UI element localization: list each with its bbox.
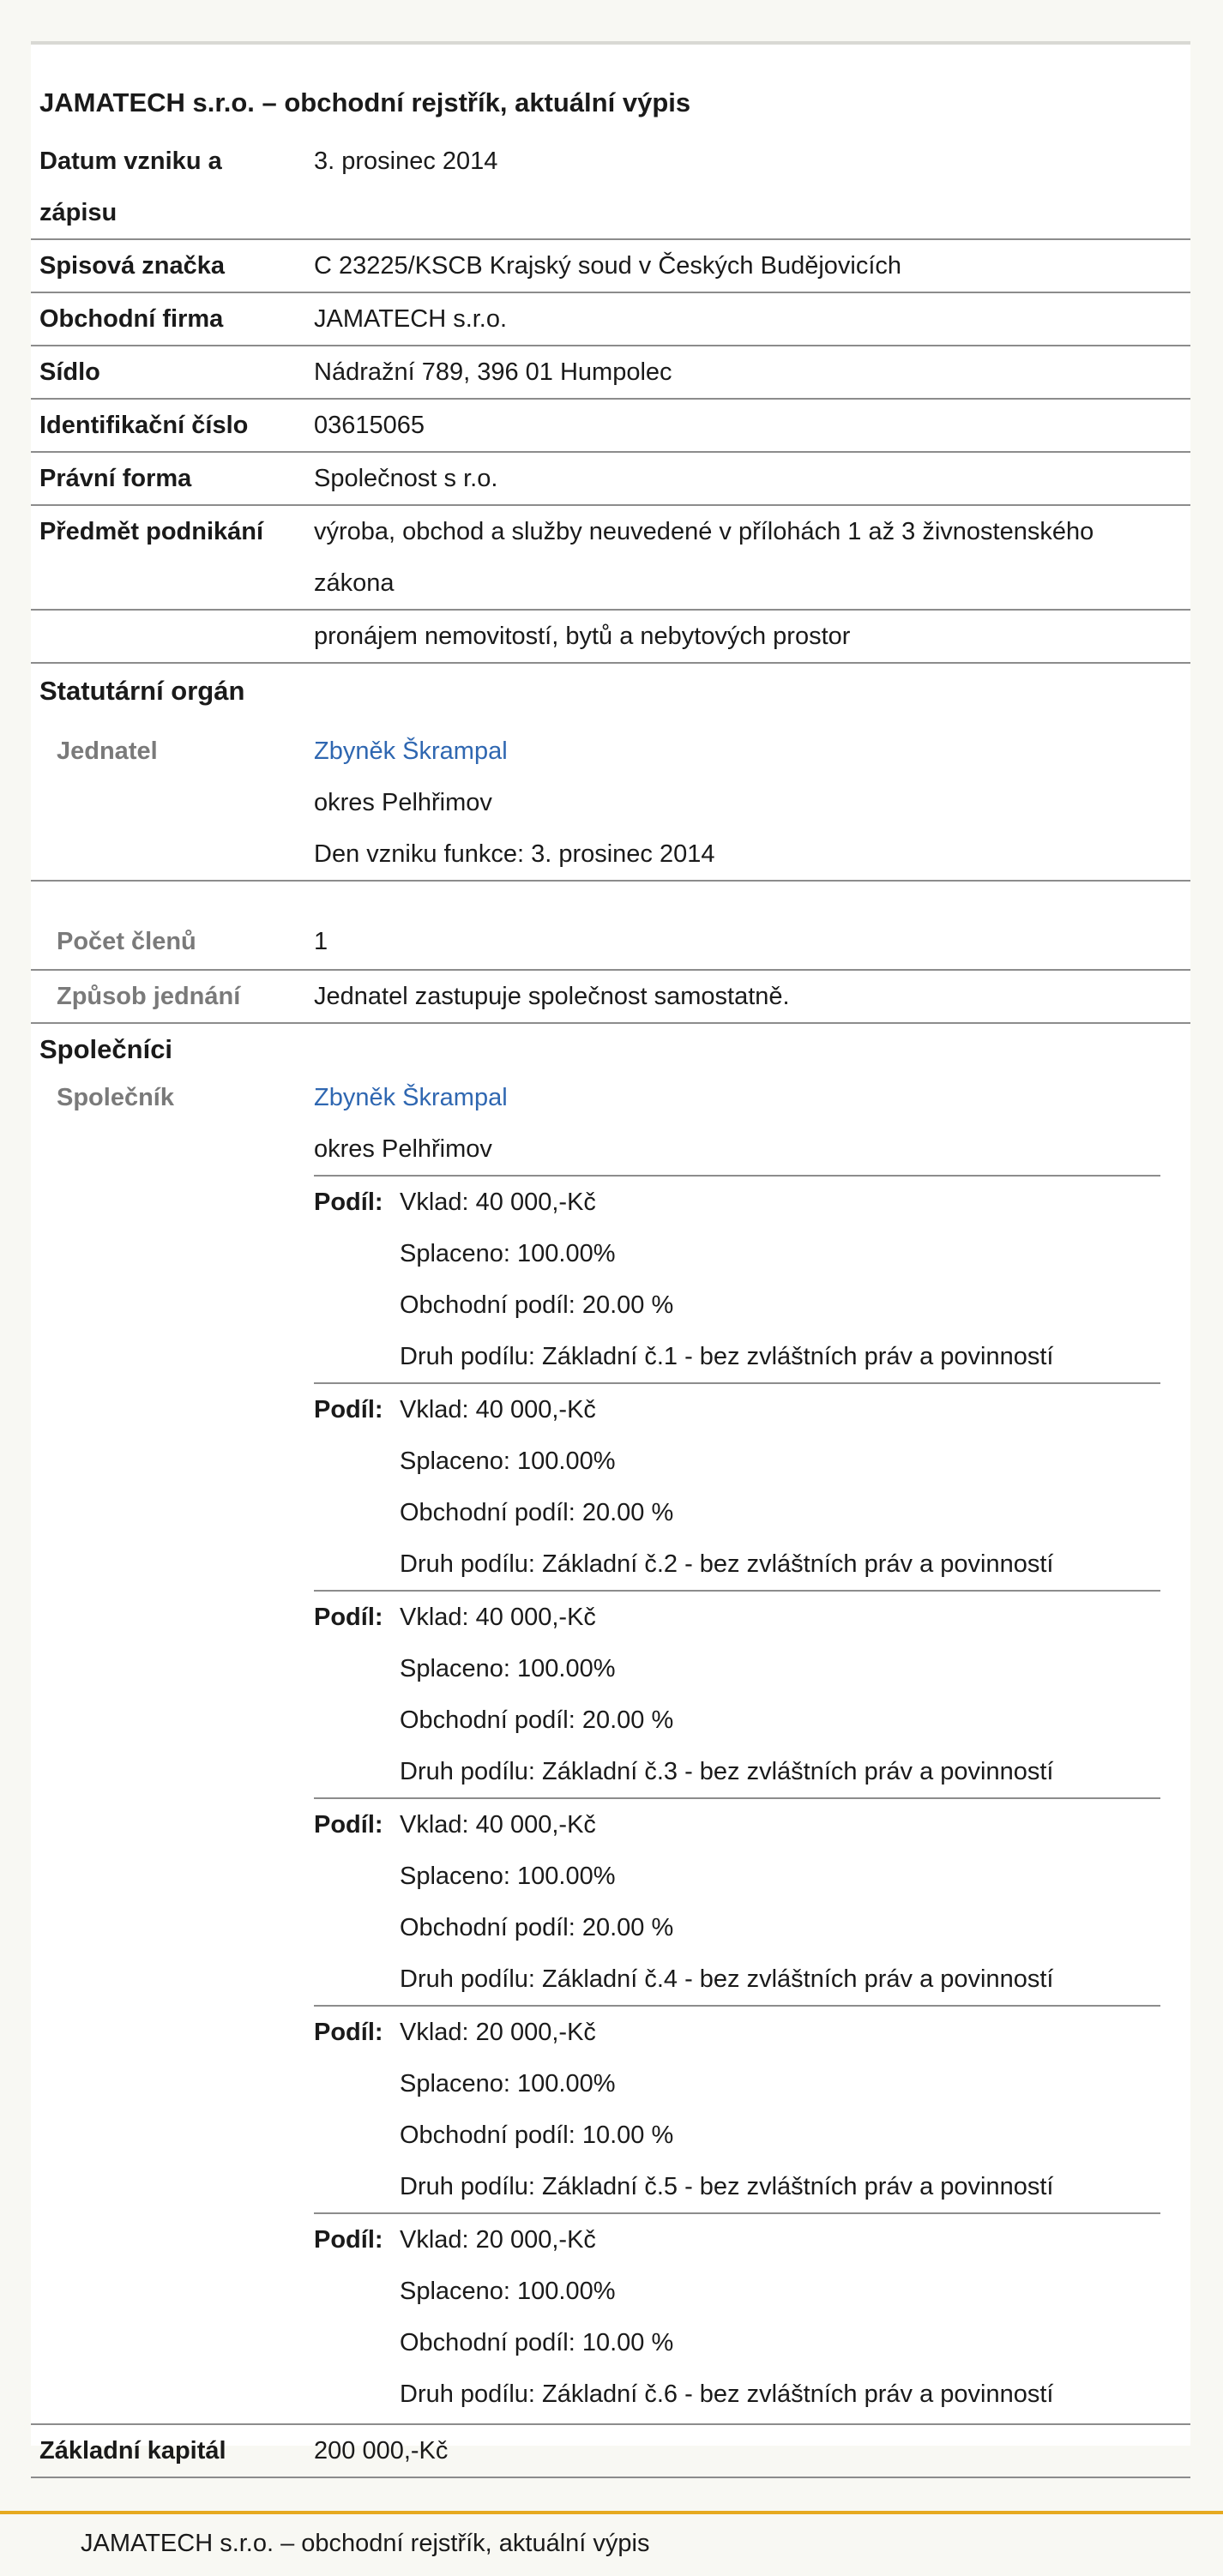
podil-obchodni: Obchodní podíl: 20.00 % — [400, 1706, 674, 1734]
row-sidlo — [31, 346, 1190, 400]
value-predmet-1b: zákona — [314, 569, 395, 597]
label-obchodni-firma: Obchodní firma — [39, 305, 224, 333]
section-spolecnici: Společníci — [39, 1034, 173, 1064]
podil-druh: Druh podílu: Základní č.6 - bez zvláštních práv a povinností — [400, 2380, 1054, 2408]
section-statutarni-organ: Statutární orgán — [39, 676, 245, 706]
value-zpusob-jednani: Jednatel zastupuje společnost samostatně. — [314, 983, 790, 1010]
value-obchodni-firma: JAMATECH s.r.o. — [314, 305, 508, 333]
value-spisova-znacka: C 23225/KSCB Krajský soud v Českých Budějovicích — [314, 252, 902, 280]
podil-label: Podíl: — [314, 1189, 383, 1216]
row-identifikacni-cislo — [31, 400, 1190, 453]
label-zpusob-jednani: Způsob jednání — [57, 983, 241, 1010]
jednatel-name-link[interactable]: Zbyněk Škrampal — [314, 737, 508, 765]
page-title: JAMATECH s.r.o. – obchodní rejstřík, aktuální výpis — [39, 87, 691, 117]
podil-druh: Druh podílu: Základní č.4 - bez zvláštních práv a povinností — [400, 1965, 1054, 1993]
podil-druh: Druh podílu: Základní č.1 - bez zvláštních práv a povinností — [400, 1343, 1054, 1370]
podil-obchodni: Obchodní podíl: 10.00 % — [400, 2122, 674, 2149]
podil-label: Podíl: — [314, 2226, 383, 2254]
row-pocet-clenu — [31, 916, 1190, 971]
podil-splaceno: Splaceno: 100.00% — [400, 2278, 616, 2305]
podil-splaceno: Splaceno: 100.00% — [400, 1447, 616, 1475]
podil-splaceno: Splaceno: 100.00% — [400, 1240, 616, 1267]
label-sidlo: Sídlo — [39, 358, 100, 386]
podil-label: Podíl: — [314, 1604, 383, 1631]
row-spolecnik — [31, 1072, 1190, 2466]
footer — [0, 2511, 1223, 2576]
row-spisova-znacka — [31, 240, 1190, 293]
podil-druh: Druh podílu: Základní č.3 - bez zvláštních práv a povinností — [400, 1758, 1054, 1785]
row-zpusob-jednani — [31, 971, 1190, 1024]
podil-obchodni: Obchodní podíl: 20.00 % — [400, 1291, 674, 1319]
podil-label: Podíl: — [314, 2019, 383, 2046]
podil-3 — [314, 1590, 1160, 1797]
value-predmet-2: pronájem nemovitostí, bytů a nebytových prostor — [314, 623, 851, 650]
podil-obchodni: Obchodní podíl: 20.00 % — [400, 1914, 674, 1941]
value-datum-vzniku: 3. prosinec 2014 — [314, 147, 498, 175]
row-predmet-podnikani-2 — [31, 611, 1190, 664]
value-predmet-1a: výroba, obchod a služby neuvedené v přílohách 1 až 3 živnostenského — [314, 518, 1094, 545]
podil-obchodni: Obchodní podíl: 20.00 % — [400, 1499, 674, 1526]
label-jednatel: Jednatel — [57, 737, 158, 765]
value-zakladni-kapital: 200 000,-Kč — [314, 2437, 449, 2465]
podil-vklad: Vklad: 40 000,-Kč — [400, 1189, 596, 1216]
register-extract-card — [31, 41, 1190, 2465]
podil-splaceno: Splaceno: 100.00% — [400, 1863, 616, 1890]
label-pocet-clenu: Počet členů — [57, 928, 196, 955]
podil-splaceno: Splaceno: 100.00% — [400, 2070, 616, 2098]
podil-5 — [314, 2005, 1160, 2212]
spolecnik-okres: okres Pelhřimov — [314, 1135, 492, 1163]
podil-label: Podíl: — [314, 1396, 383, 1423]
podil-vklad: Vklad: 40 000,-Kč — [400, 1604, 596, 1631]
jednatel-okres: okres Pelhřimov — [314, 789, 492, 816]
row-obchodni-firma — [31, 293, 1190, 346]
podil-splaceno: Splaceno: 100.00% — [400, 1655, 616, 1682]
podil-druh: Druh podílu: Základní č.2 - bez zvláštních práv a povinností — [400, 1550, 1054, 1578]
label-datum-vzniku-2: zápisu — [39, 199, 117, 226]
footer-title: JAMATECH s.r.o. – obchodní rejstřík, aktuální výpis — [81, 2530, 650, 2557]
podil-6 — [314, 2212, 1160, 2420]
podil-vklad: Vklad: 20 000,-Kč — [400, 2226, 596, 2254]
row-datum-vzniku — [31, 135, 1190, 240]
podil-vklad: Vklad: 40 000,-Kč — [400, 1396, 596, 1423]
row-zakladni-kapital — [31, 2423, 1190, 2478]
podil-2 — [314, 1382, 1160, 1590]
podil-label: Podíl: — [314, 1811, 383, 1839]
label-pravni-forma: Právní forma — [39, 465, 192, 492]
row-jednatel — [31, 725, 1190, 882]
label-spisova-znacka: Spisová značka — [39, 252, 225, 280]
row-pravni-forma — [31, 453, 1190, 506]
value-pravni-forma: Společnost s r.o. — [314, 465, 498, 492]
value-sidlo: Nádražní 789, 396 01 Humpolec — [314, 358, 672, 386]
value-pocet-clenu: 1 — [314, 928, 328, 955]
podil-obchodni: Obchodní podíl: 10.00 % — [400, 2329, 674, 2356]
podil-4 — [314, 1797, 1160, 2005]
label-zakladni-kapital: Základní kapitál — [39, 2437, 226, 2465]
jednatel-den-vzniku: Den vzniku funkce: 3. prosinec 2014 — [314, 840, 715, 868]
spolecnik-name-link[interactable]: Zbyněk Škrampal — [314, 1084, 508, 1111]
label-spolecnik: Společník — [57, 1084, 174, 1111]
row-predmet-podnikani — [31, 506, 1190, 611]
label-predmet-podnikani: Předmět podnikání — [39, 518, 264, 545]
label-datum-vzniku-1: Datum vzniku a — [39, 147, 222, 175]
podil-vklad: Vklad: 20 000,-Kč — [400, 2019, 596, 2046]
value-identifikacni-cislo: 03615065 — [314, 412, 425, 439]
podil-druh: Druh podílu: Základní č.5 - bez zvláštních práv a povinností — [400, 2173, 1054, 2200]
podil-1 — [314, 1175, 1160, 1382]
podil-vklad: Vklad: 40 000,-Kč — [400, 1811, 596, 1839]
label-identifikacni-cislo: Identifikační číslo — [39, 412, 249, 439]
